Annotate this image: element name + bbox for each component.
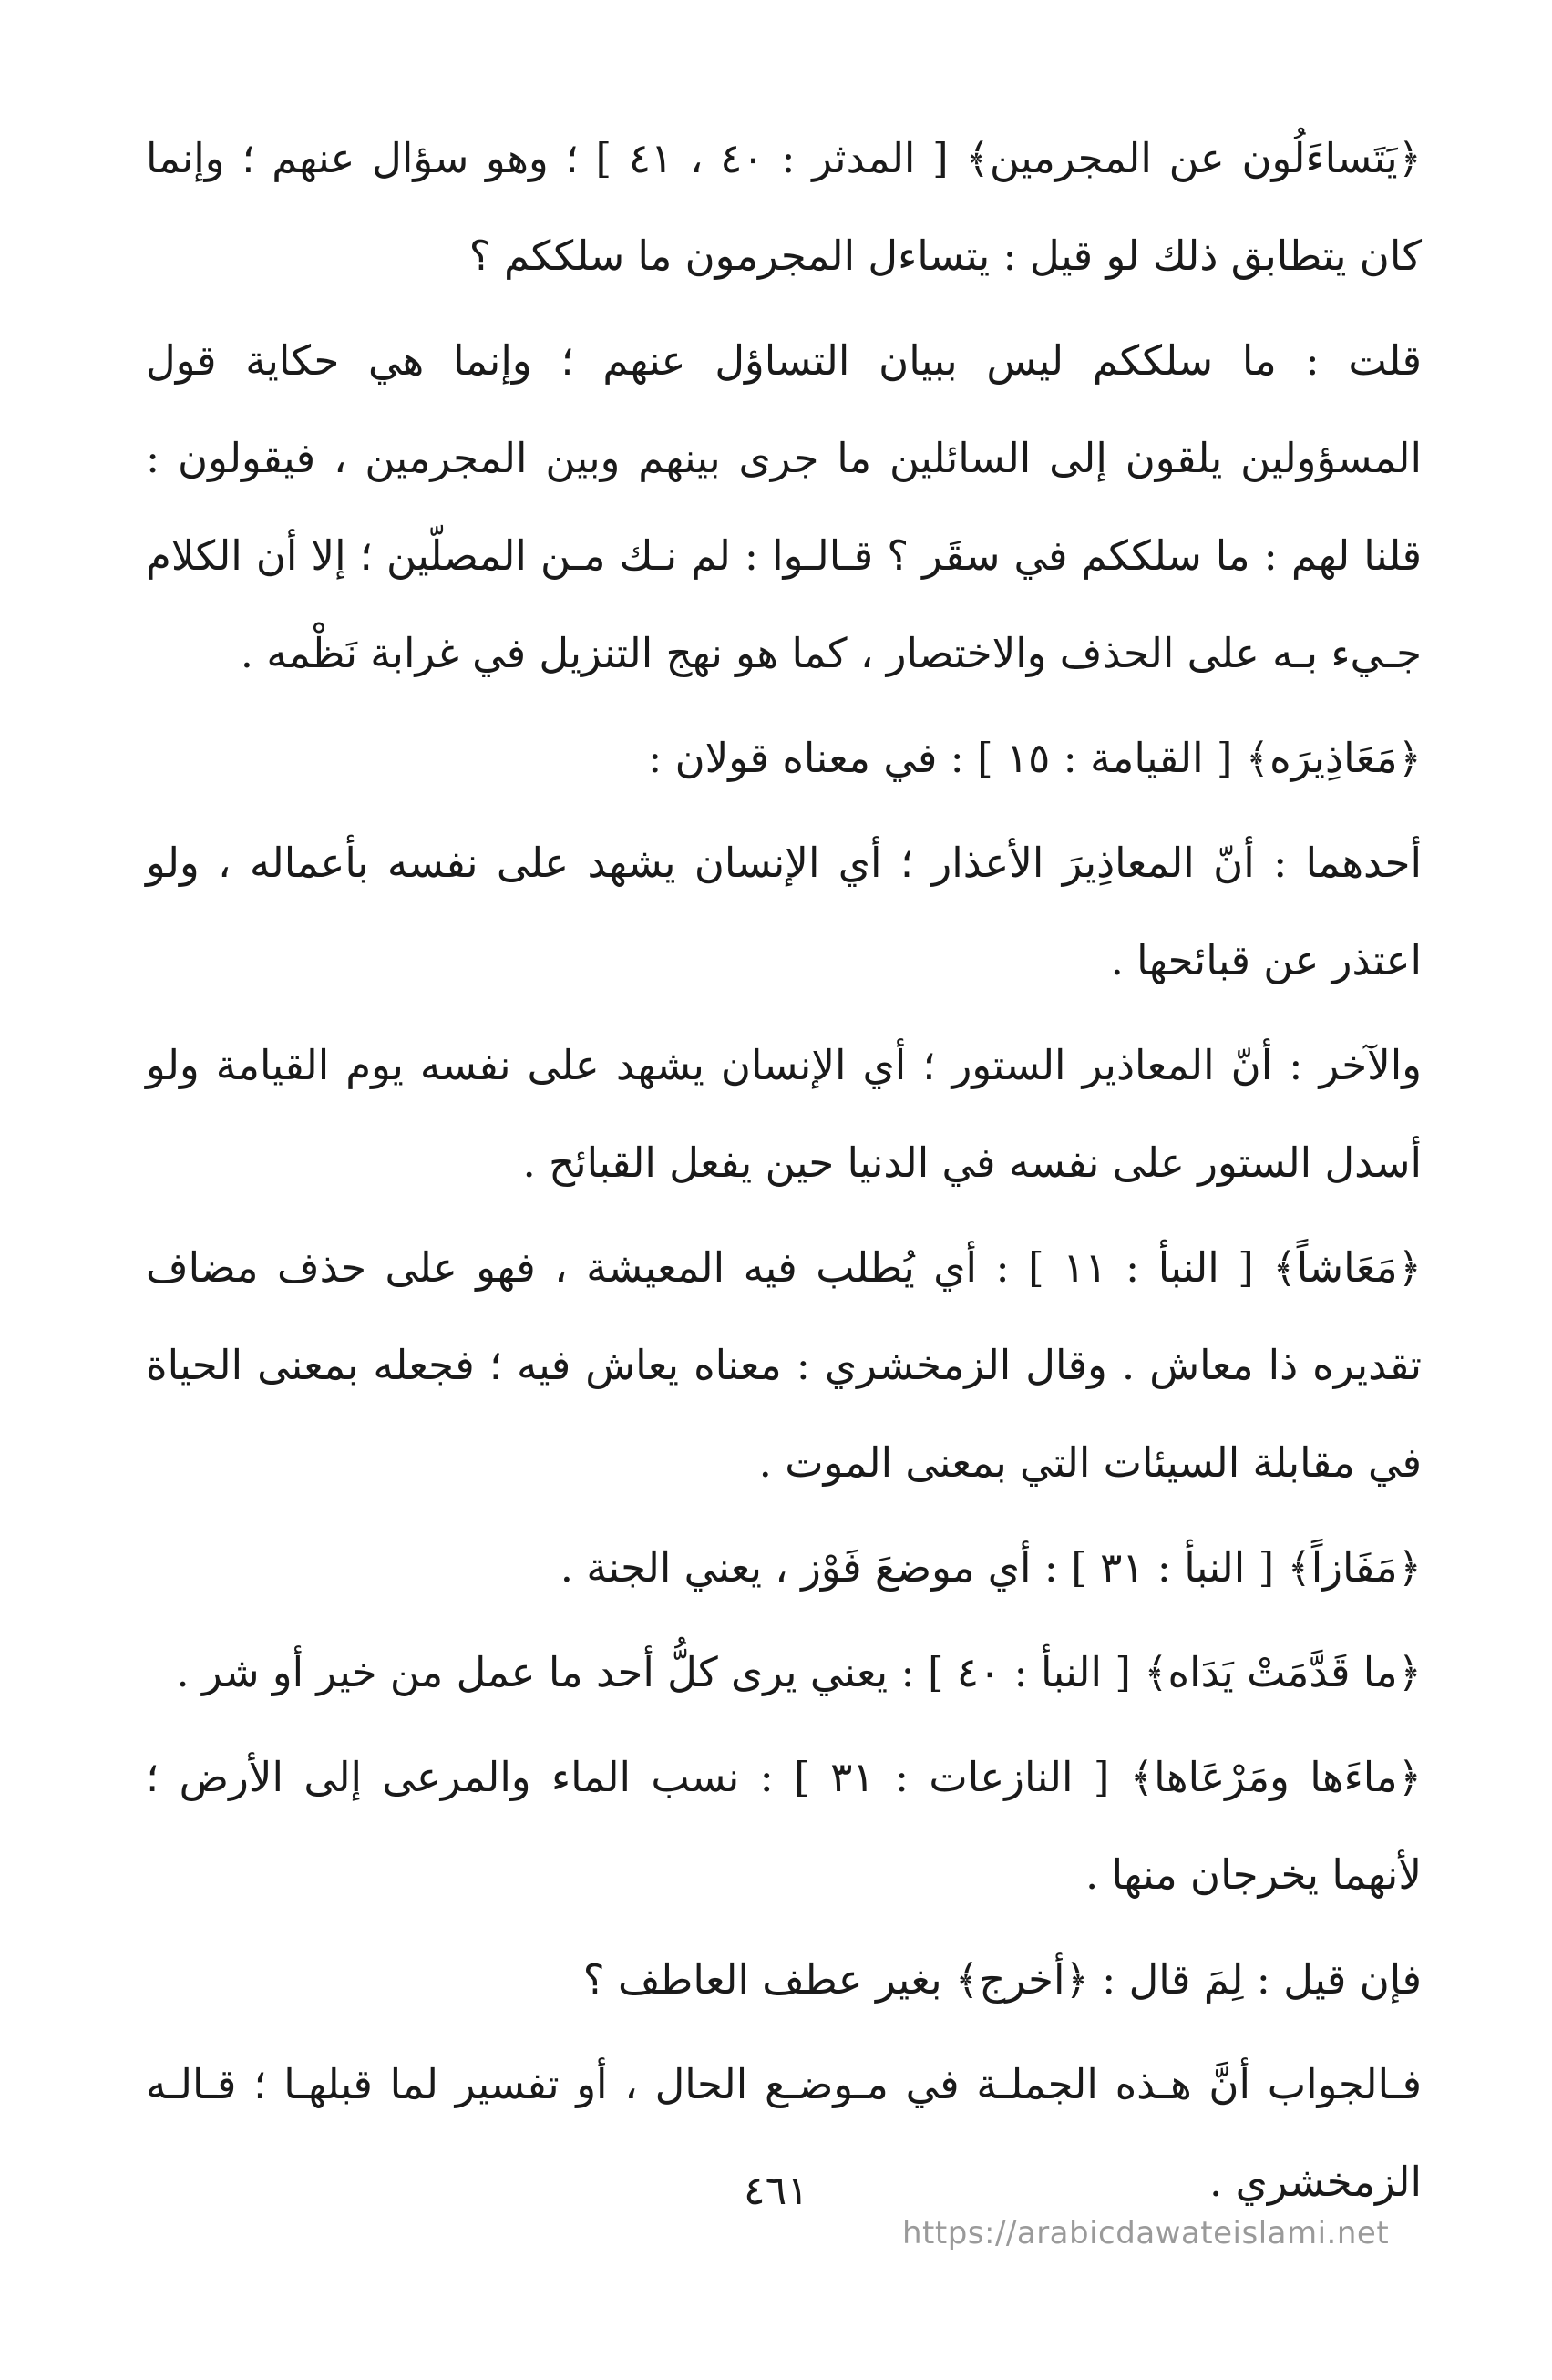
paragraph-maashan: ﴿مَعَاشاً﴾ [ النبأ : ١١ ] : أي يُطلب فيه المعيشة ، فهو على حذف مضاف تقديره ذا معاش . وقال الزمخشري : معناه يعاش فيه ؛ فجعله بمعنى الحياة في مقابلة السيئات التي بمعنى الموت .	[146, 1243, 1422, 1487]
page-number: ٤٦١	[744, 2168, 808, 2214]
paragraph-ma-qaddamat: ﴿ما قَدَّمَتْ يَدَاه﴾ [ النبأ : ٤٠ ] : يعني يرى كلُّ أحد ما عمل من خير أو شر .	[176, 1648, 1422, 1696]
paragraph-faljawab: فـالجواب أنَّ هـذه الجملـة في مـوضـع الحال ، أو تفسير لما قبلهـا ؛ قـالـه الزمخشري .	[146, 2060, 1422, 2206]
watermark-url: https://arabicdawateislami.net	[902, 2215, 1390, 2251]
paragraph-al-akhar: والآخر : أنّ المعاذير الستور ؛ أي الإنسان يشهد على نفسه يوم القيامة ولو أسدل الستور على نفسه في الدنيا حين يفعل القبائح .	[146, 1041, 1422, 1187]
paragraph-maadhirah: ﴿مَعَاذِيرَه﴾ [ القيامة : ١٥ ] : في معناه قولان :	[648, 734, 1422, 782]
paragraph-fain-qila: فإن قيل : لِمَ قال : ﴿أخرج﴾ بغير عطف العاطف ؟	[582, 1955, 1422, 2004]
paragraph-mafazan: ﴿مَفَازاً﴾ [ النبأ : ٣١ ] : أي موضعَ فَوْز ، يعني الجنة .	[560, 1543, 1422, 1592]
paragraph-tasaalun: ﴿يَتَساءَلُون عن المجرمين﴾ [ المدثر : ٤٠ ، ٤١ ] ؛ وهو سؤال عنهم ؛ وإنما كان يتطابق ذلك لو قيل : يتساءل المجرمون ما سلككم ؟	[146, 134, 1422, 280]
paragraph-ahaduhuma: أحدهما : أنّ المعاذِيرَ الأعذار ؛ أي الإنسان يشهد على نفسه بأعماله ، ولو اعتذر عن قبائحها .	[146, 839, 1422, 984]
page-body	[146, 109, 1422, 2238]
paragraph-qult-salakakum: قلت : ما سلككم ليس ببيان التساؤل عنهم ؛ وإنما هي حكاية قول المسؤولين يلقون إلى السائلين ما جرى بينهم وبين المجرمين ، فيقولون : قلنا لهم : ما سلككم في سقَر ؟ قـالـوا : لم نـك مـن المصلّين ؛ إلا أن الكلام جـيء بـه على الحذف والاختصار ، كما هو نهج التنزيل في غرابة نَظْمه .	[146, 336, 1422, 677]
paragraph-maaha-wa-maraha: ﴿ماءَها ومَرْعَاها﴾ [ النازعات : ٣١ ] : نسب الماء والمرعى إلى الأرض ؛ لأنهما يخرجان منها .	[146, 1753, 1422, 1899]
